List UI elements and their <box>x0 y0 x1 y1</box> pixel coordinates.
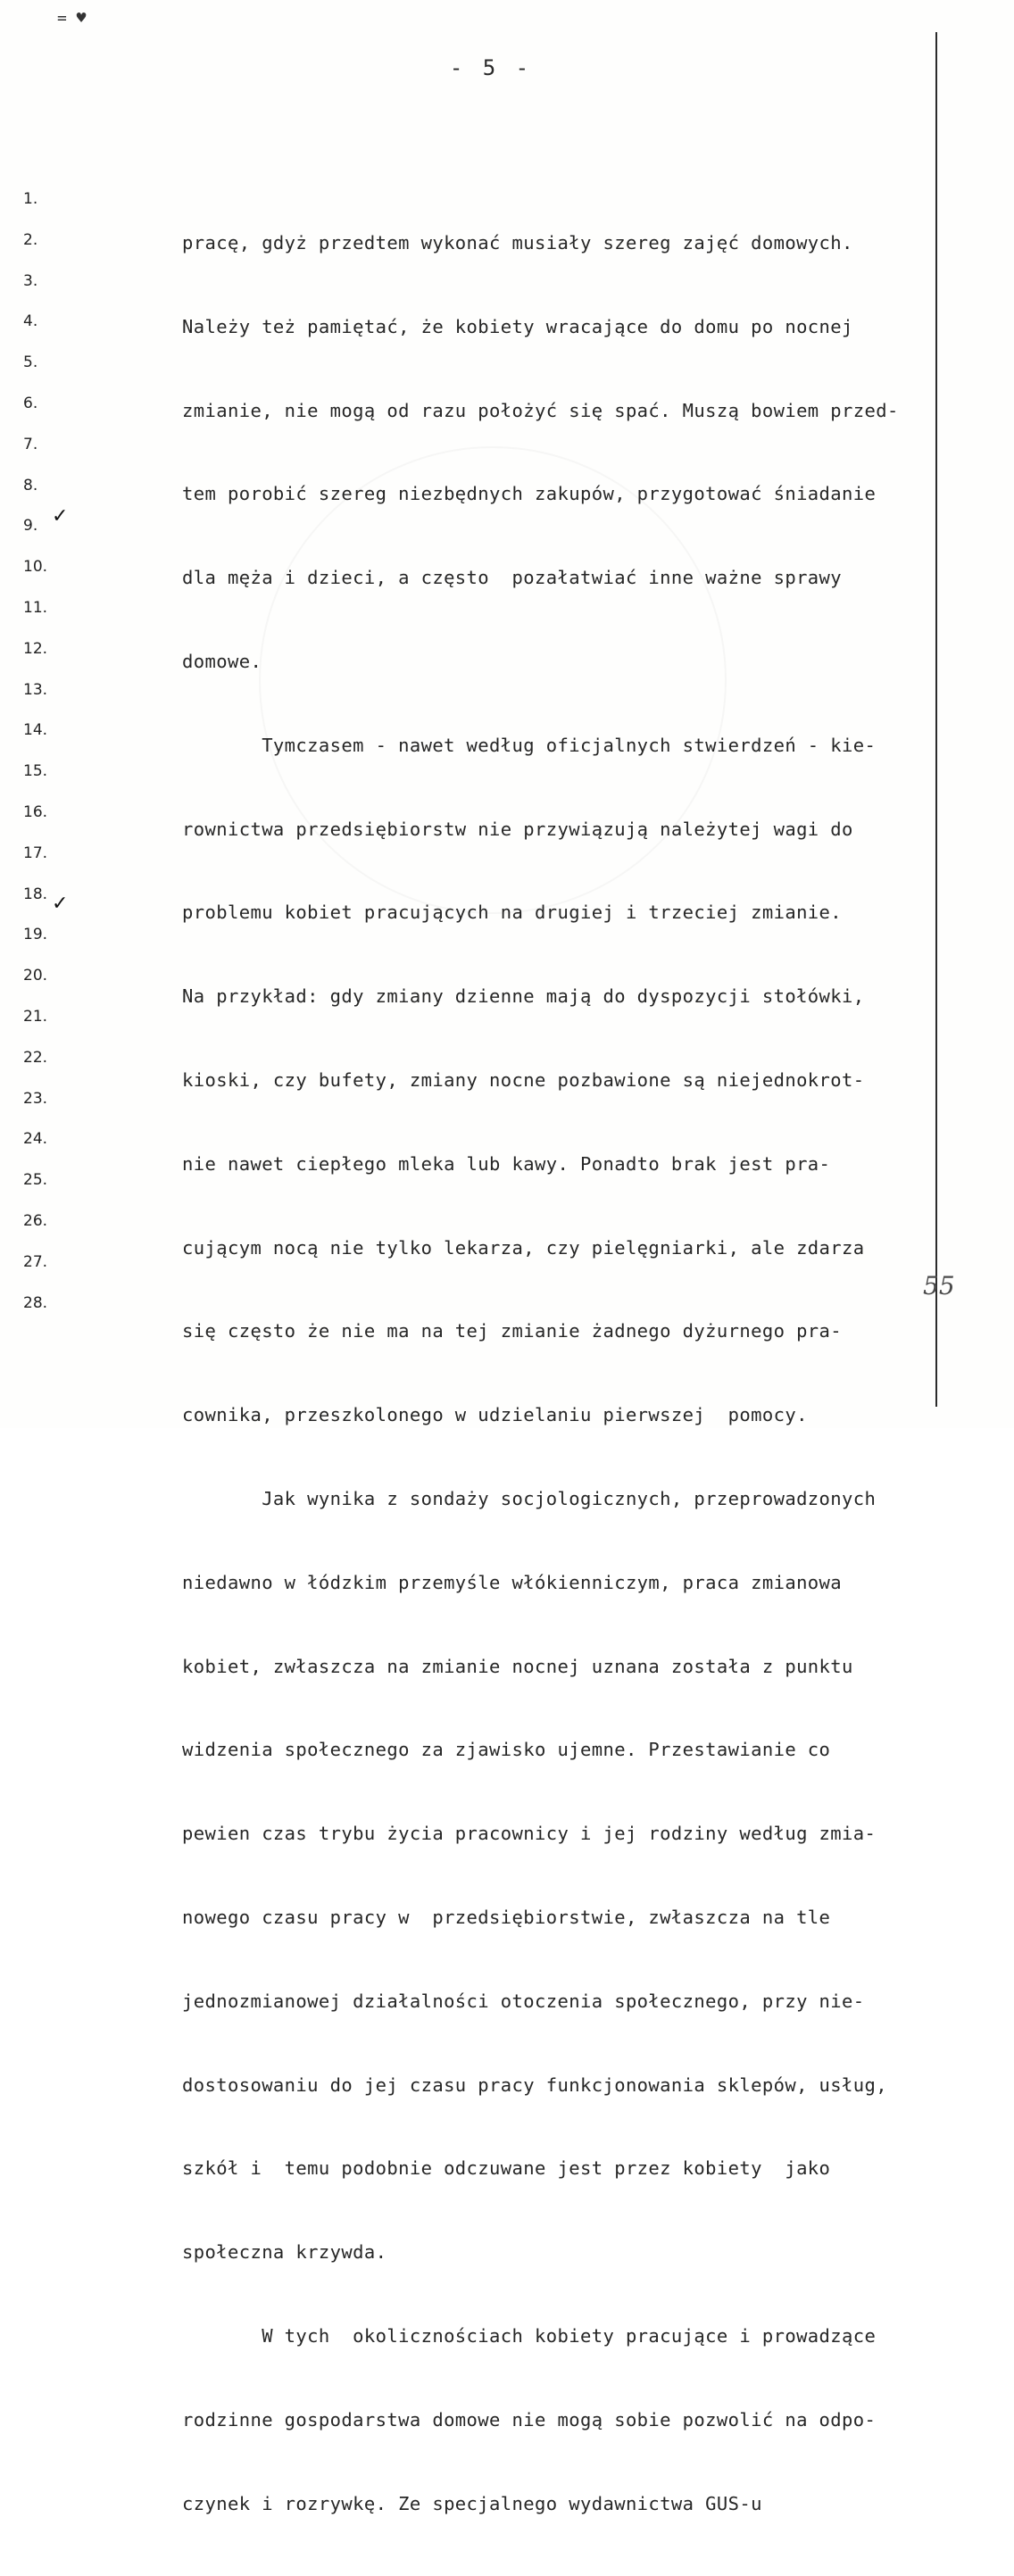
line-number: 6. <box>23 394 38 412</box>
line-number: 9. <box>23 517 38 536</box>
text-line: rodzinne gospodarstwa domowe nie mogą sobie pozwolić na odpo- <box>182 2408 877 2431</box>
line-number-column <box>23 189 77 1334</box>
text-line: domowe. <box>182 650 262 672</box>
text-line: pracę, gdyż przedtem wykonać musiały szereg zajęć domowych. <box>182 232 853 253</box>
line-number: 22. <box>23 1048 48 1067</box>
line-number: 8. <box>23 476 38 494</box>
text-line: kioski, czy bufety, zmiany nocne pozbawione są niejednokrot- <box>182 1068 865 1091</box>
text-line: widzenia społecznego za zjawisko ujemne. Przestawianie co <box>182 1739 831 1761</box>
text-line: kobiet, zwłaszcza na zmianie nocnej uznana została z punktu <box>182 1655 853 1677</box>
line-number: 10. <box>23 558 48 577</box>
text-line: problemu kobiet pracujących na drugiej i trzeciej zmianie. <box>182 902 843 924</box>
line-number: 25. <box>23 1171 48 1190</box>
line-number: 24. <box>23 1130 48 1149</box>
line-number: 21. <box>23 1007 48 1026</box>
text-line: rownictwa przedsiębiorstw nie przywiązują należytej wagi do <box>182 818 853 840</box>
typed-body-text <box>182 189 968 2576</box>
margin-check-mark: ✓ <box>52 505 69 528</box>
text-line: cownika, przeszkolonego w udzielaniu pierwszej pomocy. <box>182 1404 808 1426</box>
line-number: 7. <box>23 435 38 453</box>
line-number: 26. <box>23 1211 48 1230</box>
line-number: 11. <box>23 598 48 617</box>
line-number: 3. <box>23 271 38 290</box>
text-line: W tych okolicznościach kobiety pracujące i prowadzące <box>182 2324 877 2347</box>
text-line: dla męża i dzieci, a często pozałatwiać inne ważne sprawy <box>182 567 843 589</box>
line-number: 17. <box>23 843 48 862</box>
text-line: szkół i temu podobnie odczuwane jest przez kobiety jako <box>182 2157 831 2180</box>
text-line: czynek i rozrywkę. Ze specjalnego wydawnictwa GUS-u <box>182 2492 762 2514</box>
text-line: nowego czasu pracy w przedsiębiorstwie, zwłaszcza na tle <box>182 1906 831 1928</box>
corner-mark: = ♥ <box>57 9 87 28</box>
text-line: cującym nocą nie tylko lekarza, czy pielęgniarki, ale zdarza <box>182 1236 865 1259</box>
line-number: 19. <box>23 926 48 944</box>
text-line: Tymczasem - nawet według oficjalnych stwierdzeń - kie- <box>182 734 877 756</box>
text-line: się często że nie ma na tej zmianie żadnego dyżurnego pra- <box>182 1320 843 1342</box>
line-number: 5. <box>23 353 38 372</box>
text-line: tem porobić szereg niezbędnych zakupów, przygotować śniadanie <box>182 483 877 505</box>
text-line: niedawno w łódzkim przemyśle włókienniczym, praca zmianowa <box>182 1571 843 1593</box>
text-line: Na przykład: gdy zmiany dzienne mają do dyspozycji stołówki, <box>182 985 865 1008</box>
line-number: 20. <box>23 967 48 985</box>
archive-page-number: 55 <box>923 1271 955 1300</box>
line-number: 2. <box>23 230 38 249</box>
line-number: 18. <box>23 885 48 903</box>
line-number: 28. <box>23 1293 48 1312</box>
line-number: 4. <box>23 312 38 331</box>
line-number: 14. <box>23 721 48 740</box>
page-number: - 5 - <box>449 55 533 80</box>
text-line: dostosowaniu do jej czasu pracy funkcjonowania sklepów, usług, <box>182 2073 888 2096</box>
text-line: pewien czas trybu życia pracownicy i jej rodziny według zmia- <box>182 1823 877 1845</box>
line-number: 16. <box>23 802 48 821</box>
line-number: 15. <box>23 762 48 781</box>
text-line: zmianie, nie mogą od razu położyć się spać. Muszą bowiem przed- <box>182 399 899 421</box>
text-line: społeczna krzywda. <box>182 2241 387 2264</box>
line-number: 13. <box>23 680 48 699</box>
text-line: jednozmianowej działalności otoczenia społecznego, przy nie- <box>182 1990 865 2012</box>
line-number: 1. <box>23 190 38 208</box>
line-number: 12. <box>23 639 48 658</box>
text-line: Jak wynika z sondaży socjologicznych, przeprowadzonych <box>182 1487 877 1509</box>
text-line: Należy też pamiętać, że kobiety wracające do domu po nocnej <box>182 315 853 337</box>
line-number: 23. <box>23 1089 48 1108</box>
margin-check-mark: ✓ <box>52 893 69 915</box>
text-line: nie nawet ciepłego mleka lub kawy. Ponadto brak jest pra- <box>182 1152 831 1175</box>
line-number: 27. <box>23 1252 48 1271</box>
